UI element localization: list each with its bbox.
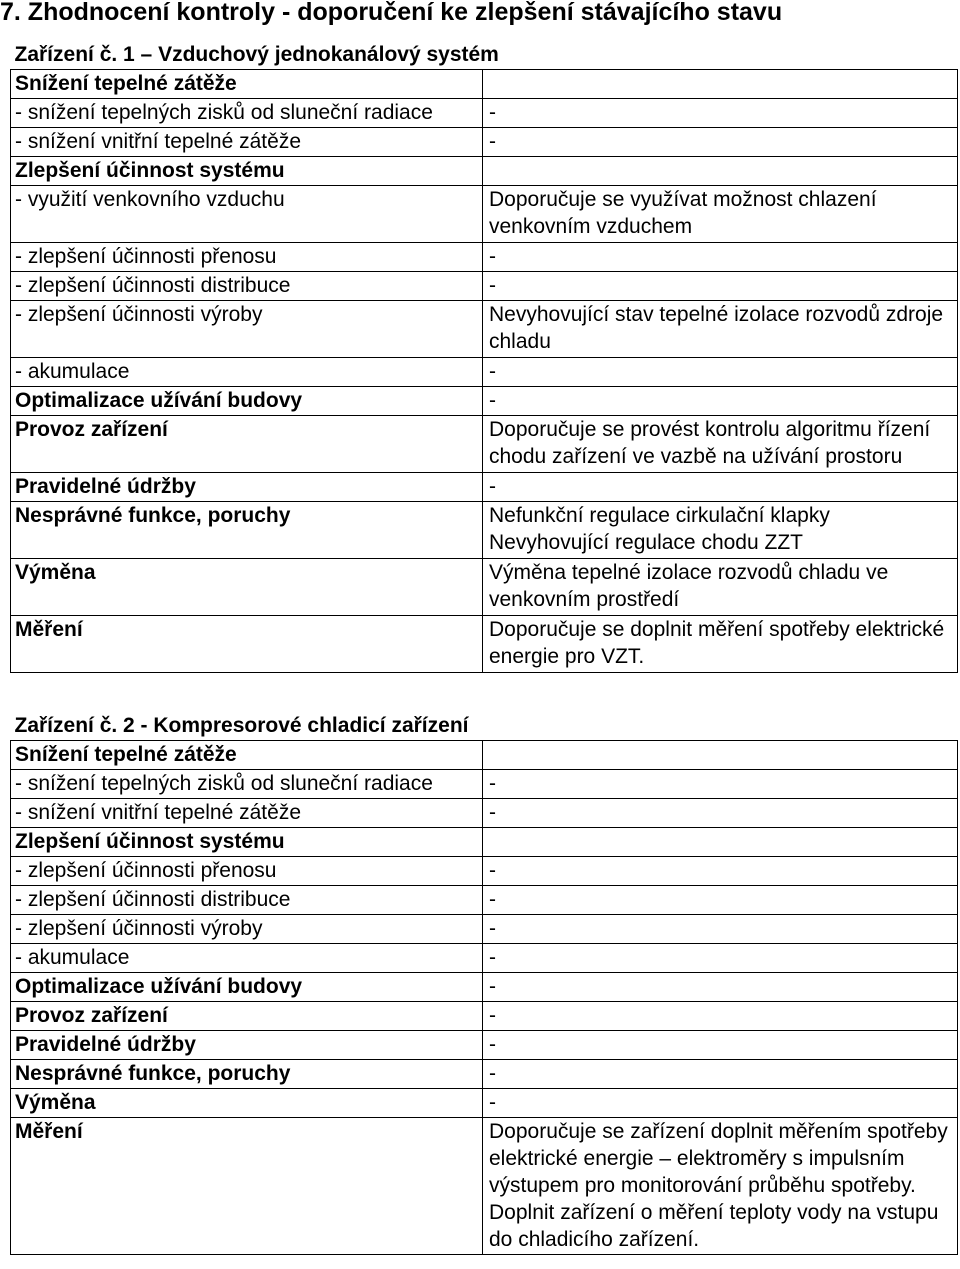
row-note: - [483, 387, 958, 416]
row-label: Zlepšení účinnost systému [11, 828, 483, 857]
row-note: - [483, 128, 958, 157]
table-row [11, 741, 958, 770]
row-note: - [483, 1060, 958, 1089]
row-label: Optimalizace užívání budovy [11, 387, 483, 416]
table-row [11, 1060, 958, 1089]
row-label: Snížení tepelné zátěže [11, 741, 483, 770]
table-row [11, 272, 958, 301]
row-note-line: Doporučuje se zařízení doplnit měřením spotřeby elektrické energie – elektroměry s impulsním výstupem pro monitorování průběhu spotřeby. [489, 1120, 948, 1197]
row-note [483, 828, 958, 857]
table-row [11, 944, 958, 973]
table-row [11, 616, 958, 673]
table-row [11, 559, 958, 616]
row-label: Pravidelné údržby [11, 1031, 483, 1060]
row-note: Doporučuje se využívat možnost chlazení venkovním vzduchem [483, 186, 958, 243]
row-note: Výměna tepelné izolace rozvodů chladu ve venkovním prostředí [483, 559, 958, 616]
device-2-table [10, 712, 958, 1255]
row-note: - [483, 1089, 958, 1118]
table-row [11, 243, 958, 272]
row-note: - [483, 857, 958, 886]
row-label: - zlepšení účinnosti přenosu [11, 243, 483, 272]
row-label: - zlepšení účinnosti přenosu [11, 857, 483, 886]
section-heading: 7. Zhodnocení kontroly - doporučení ke zlepšení stávajícího stavu [0, 0, 783, 26]
table-row [11, 770, 958, 799]
table-row [11, 828, 958, 857]
row-label: Výměna [11, 1089, 483, 1118]
row-note [483, 741, 958, 770]
row-label: Měření [11, 616, 483, 673]
table-row [11, 358, 958, 387]
row-note-line: Nefunkční regulace cirkulační klapky [489, 504, 830, 527]
table-row [11, 186, 958, 243]
row-label: Snížení tepelné zátěže [11, 70, 483, 99]
row-label: Pravidelné údržby [11, 473, 483, 502]
device-1-title: Zařízení č. 1 – Vzduchový jednokanálový systém [14, 43, 499, 66]
row-label: - zlepšení účinnosti výroby [11, 915, 483, 944]
table-row [11, 128, 958, 157]
table-row [11, 99, 958, 128]
table-row [11, 886, 958, 915]
row-label: - snížení tepelných zisků od sluneční radiace [11, 770, 483, 799]
row-label: - akumulace [11, 358, 483, 387]
row-note: - [483, 944, 958, 973]
table-row [11, 1118, 958, 1255]
row-note [483, 70, 958, 99]
row-label: Zlepšení účinnost systému [11, 157, 483, 186]
device-1-table [10, 41, 958, 673]
row-label: Provoz zařízení [11, 1002, 483, 1031]
table-row [11, 416, 958, 473]
row-label: - snížení vnitřní tepelné zátěže [11, 799, 483, 828]
row-note-line: Nevyhovující regulace chodu ZZT [489, 531, 803, 554]
row-note: - [483, 770, 958, 799]
device-2-title: Zařízení č. 2 - Kompresorové chladicí zařízení [14, 714, 469, 737]
row-note: - [483, 886, 958, 915]
row-label: - využití venkovního vzduchu [11, 186, 483, 243]
row-note: - [483, 473, 958, 502]
row-note [483, 502, 958, 559]
row-note [483, 157, 958, 186]
table-row [11, 301, 958, 358]
row-label: Měření [11, 1118, 483, 1255]
row-label: - snížení vnitřní tepelné zátěže [11, 128, 483, 157]
table-row [11, 1089, 958, 1118]
table-row [11, 857, 958, 886]
row-note: - [483, 1002, 958, 1031]
row-label: Výměna [11, 559, 483, 616]
row-note-line: Doplnit zařízení o měření teploty vody na vstupu do chladicího zařízení. [489, 1201, 939, 1251]
table-row [11, 799, 958, 828]
row-label: Nesprávné funkce, poruchy [11, 1060, 483, 1089]
row-label: Optimalizace užívání budovy [11, 973, 483, 1002]
table-row [11, 70, 958, 99]
row-note: Doporučuje se doplnit měření spotřeby elektrické energie pro VZT. [483, 616, 958, 673]
row-note: - [483, 973, 958, 1002]
table-row [11, 1002, 958, 1031]
table-row [11, 915, 958, 944]
row-note [483, 1118, 958, 1255]
row-note: - [483, 358, 958, 387]
row-note: - [483, 99, 958, 128]
row-note: - [483, 1031, 958, 1060]
table-row [11, 387, 958, 416]
table-row [11, 473, 958, 502]
row-label: - zlepšení účinnosti distribuce [11, 272, 483, 301]
row-label: - zlepšení účinnosti distribuce [11, 886, 483, 915]
row-label: Provoz zařízení [11, 416, 483, 473]
table-row [11, 973, 958, 1002]
row-label: Nesprávné funkce, poruchy [11, 502, 483, 559]
table-row [11, 1031, 958, 1060]
row-note: Doporučuje se provést kontrolu algoritmu řízení chodu zařízení ve vazbě na užívání prostoru [483, 416, 958, 473]
row-note: - [483, 243, 958, 272]
row-note: - [483, 272, 958, 301]
row-note: Nevyhovující stav tepelné izolace rozvodů zdroje chladu [483, 301, 958, 358]
row-label: - snížení tepelných zisků od sluneční radiace [11, 99, 483, 128]
table-row [11, 502, 958, 559]
row-label: - zlepšení účinnosti výroby [11, 301, 483, 358]
row-note: - [483, 915, 958, 944]
table-row [11, 157, 958, 186]
row-note: - [483, 799, 958, 828]
row-label: - akumulace [11, 944, 483, 973]
